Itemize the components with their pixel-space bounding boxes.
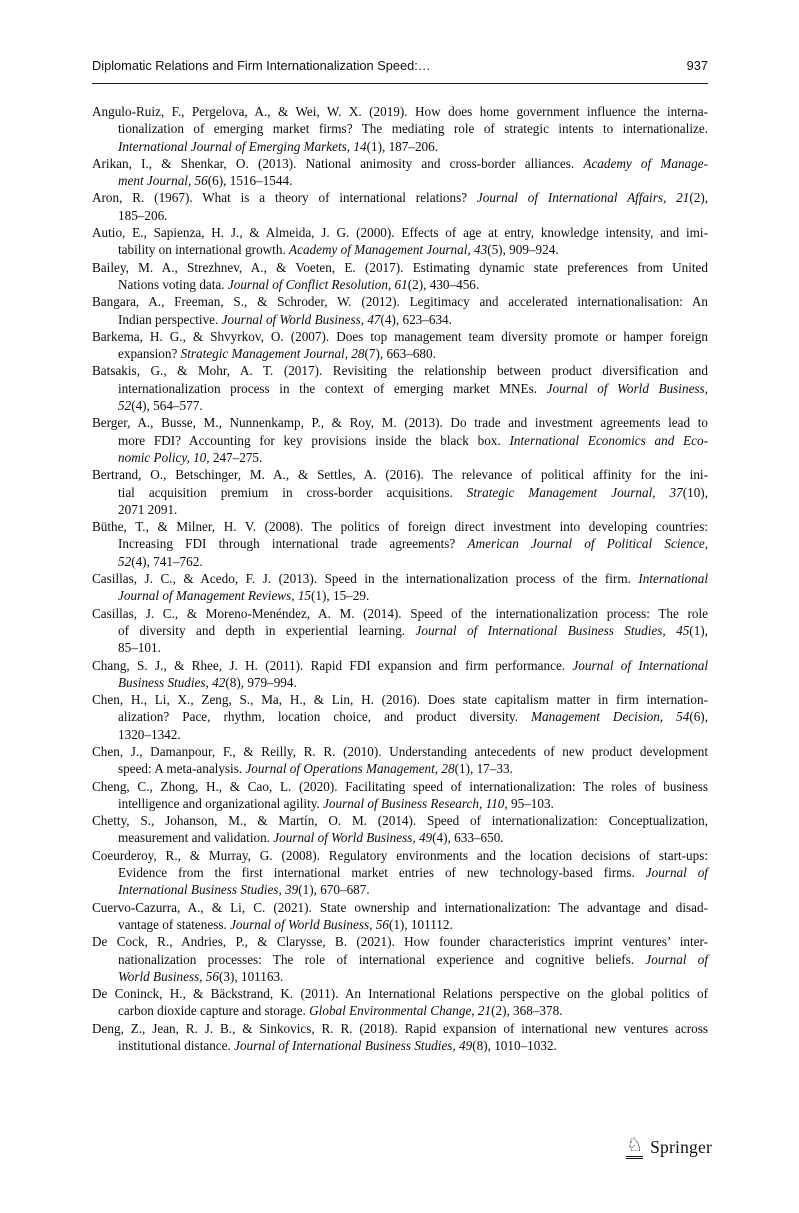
springer-knight-icon: ♘ xyxy=(626,1136,643,1159)
reference-text-segment: (2), 430–456. xyxy=(407,276,480,292)
journal-title-segment: International Business Studies, 39 xyxy=(118,882,299,898)
reference-text-segment: 185–206. xyxy=(118,207,168,223)
header-divider xyxy=(92,83,708,84)
reference-text-segment: internationalization process in the context of emerging market MNEs. xyxy=(118,380,547,396)
journal-title-segment: Journal of Operations Management, 28 xyxy=(245,761,455,777)
reference-entry xyxy=(92,103,708,155)
reference-text-segment: (3), 101163. xyxy=(219,968,284,984)
reference-text-segment: 1320–1342. xyxy=(118,726,181,742)
reference-line xyxy=(92,241,708,258)
reference-line xyxy=(92,380,708,397)
journal-title-segment: Journal of International Business Studies, 45 xyxy=(415,622,690,638)
reference-entry xyxy=(92,985,708,1020)
journal-title-segment: Journal of Conflict Resolution, 61 xyxy=(227,276,408,292)
reference-text-segment: (2), 368–378. xyxy=(491,1003,563,1019)
springer-logo xyxy=(626,1136,712,1159)
reference-entry xyxy=(92,224,708,259)
reference-text-segment: (7), 663–680. xyxy=(364,346,436,362)
reference-line xyxy=(92,1002,708,1019)
reference-line xyxy=(92,1020,708,1037)
reference-line xyxy=(92,293,708,310)
reference-entry xyxy=(92,155,708,190)
reference-line xyxy=(92,345,708,362)
reference-text-segment: (4), 633–650. xyxy=(432,830,504,846)
reference-text-segment: Büthe, T., & Milner, H. V. (2008). The politics of foreign direct investment into developing countries: xyxy=(92,519,708,535)
reference-entry xyxy=(92,466,708,518)
reference-text-segment: (4), 564–577. xyxy=(131,398,203,414)
journal-title-segment: Journal of International Business Studies, 49 xyxy=(234,1038,473,1054)
reference-line xyxy=(92,760,708,777)
journal-title-segment: Journal of World Business, 47 xyxy=(221,311,381,327)
reference-text-segment: (6), xyxy=(689,709,708,725)
reference-line xyxy=(92,778,708,795)
reference-text-segment: (1), 670–687. xyxy=(298,882,370,898)
reference-text-segment: (10), xyxy=(682,484,708,500)
reference-line xyxy=(92,553,708,570)
reference-line xyxy=(92,138,708,155)
page-number: 937 xyxy=(686,58,708,73)
reference-text-segment: Bailey, M. A., Strezhnev, A., & Voeten, E. (2017). Estimating dynamic state preferences from United xyxy=(92,259,708,275)
reference-line xyxy=(92,691,708,708)
reference-text-segment: Chang, S. J., & Rhee, J. H. (2011). Rapid FDI expansion and firm performance. xyxy=(92,657,573,673)
reference-entry xyxy=(92,414,708,466)
reference-line xyxy=(92,224,708,241)
reference-text-segment: Increasing FDI through international trade agreements? xyxy=(118,536,468,552)
running-header xyxy=(92,58,708,73)
reference-entry xyxy=(92,1020,708,1055)
reference-text-segment: (1), xyxy=(689,622,708,638)
journal-title-segment: Management Decision, 54 xyxy=(531,709,690,725)
reference-text-segment: Chetty, S., Johanson, M., & Martín, O. M. (2014). Speed of internationalization: Conceptualization, xyxy=(92,813,708,829)
reference-line xyxy=(92,397,708,414)
reference-list xyxy=(92,103,708,1054)
reference-text-segment: Casillas, J. C., & Moreno-Menéndez, A. M. (2014). Speed of the internationalization process: The role xyxy=(92,605,708,621)
journal-title-segment: International Economics and Eco- xyxy=(509,432,708,448)
reference-text-segment: Cheng, C., Zhong, H., & Cao, L. (2020). Facilitating speed of internationalization: The roles of business xyxy=(92,778,708,794)
reference-line xyxy=(92,743,708,760)
reference-line xyxy=(92,605,708,622)
reference-text-segment: (8), 1010–1032. xyxy=(472,1038,557,1054)
journal-title-segment: Strategic Management Journal, 37 xyxy=(466,484,683,500)
reference-line xyxy=(92,449,708,466)
reference-line xyxy=(92,518,708,535)
reference-line xyxy=(92,951,708,968)
reference-text-segment: Barkema, H. G., & Shvyrkov, O. (2007). Does top management team diversity promote or hamper foreign xyxy=(92,328,708,344)
journal-title-segment: Journal of World Business, 56 xyxy=(230,916,389,932)
reference-line xyxy=(92,259,708,276)
reference-line xyxy=(92,570,708,587)
reference-text-segment: De Coninck, H., & Bäckstrand, K. (2011). An International Relations perspective on the global politics of xyxy=(92,986,708,1002)
journal-title-segment: nomic Policy, 10 xyxy=(118,449,207,465)
reference-line xyxy=(92,829,708,846)
reference-entry xyxy=(92,293,708,328)
journal-title-segment: Journal of International xyxy=(572,657,708,673)
journal-title-segment: Journal of World Business, 49 xyxy=(273,830,433,846)
reference-text-segment: (5), 909–924. xyxy=(487,242,559,258)
reference-entry xyxy=(92,691,708,743)
reference-line xyxy=(92,622,708,639)
reference-text-segment: Bangara, A., Freeman, S., & Schroder, W. (2012). Legitimacy and accelerated internationalisation: An xyxy=(92,294,708,310)
reference-entry xyxy=(92,605,708,657)
reference-text-segment: Angulo-Ruiz, F., Pergelova, A., & Wei, W. X. (2019). How does home government influence the interna- xyxy=(92,104,708,119)
journal-title-segment: Journal of Management Reviews, 15 xyxy=(118,588,312,604)
journal-title-segment: ment Journal, 56 xyxy=(118,173,208,189)
reference-text-segment: (4), 623–634. xyxy=(380,311,452,327)
reference-text-segment: expansion? xyxy=(118,346,181,362)
reference-entry xyxy=(92,259,708,294)
reference-text-segment: alization? Pace, rhythm, location choice, and product diversity. xyxy=(118,709,532,725)
journal-title-segment: 52 xyxy=(118,553,132,569)
reference-text-segment: Bertrand, O., Betschinger, M. A., & Settles, A. (2016). The relevance of political affinity for the ini- xyxy=(92,467,708,483)
reference-line xyxy=(92,414,708,431)
reference-entry xyxy=(92,362,708,414)
reference-line xyxy=(92,103,708,120)
reference-entry xyxy=(92,189,708,224)
reference-text-segment: nationalization processes: The role of international experience and cognitive beliefs. xyxy=(118,951,646,967)
reference-line xyxy=(92,501,708,518)
reference-text-segment: (1), 187–206. xyxy=(366,138,439,154)
journal-title-segment: American Journal of Political Science, xyxy=(467,536,708,552)
reference-line xyxy=(92,968,708,985)
publisher-name: Springer xyxy=(650,1137,712,1157)
reference-text-segment: speed: A meta-analysis. xyxy=(118,761,246,777)
journal-title-segment: Academy of Management Journal, 43 xyxy=(289,242,488,258)
reference-line xyxy=(92,1037,708,1054)
journal-title-segment: International xyxy=(638,571,708,587)
reference-line xyxy=(92,916,708,933)
journal-title-segment: International Journal of Emerging Markets, 14 xyxy=(118,138,367,154)
reference-text-segment: Chen, H., Li, X., Zeng, S., Ma, H., & Lin, H. (2016). Does state capitalism matter in firm internation- xyxy=(92,692,708,708)
reference-line xyxy=(92,432,708,449)
reference-line xyxy=(92,726,708,743)
reference-line xyxy=(92,311,708,328)
reference-text-segment: (6), 1516–1544. xyxy=(207,173,293,189)
reference-line xyxy=(92,535,708,552)
reference-line xyxy=(92,587,708,604)
reference-text-segment: Berger, A., Busse, M., Nunnenkamp, P., & Roy, M. (2013). Do trade and investment agreements lead to xyxy=(92,415,708,431)
reference-text-segment: Autio, E., Sapienza, H. J., & Almeida, J. G. (2000). Effects of age at entry, knowledge intensity, and imi- xyxy=(92,225,708,241)
reference-entry xyxy=(92,657,708,692)
reference-line xyxy=(92,276,708,293)
journal-title-segment: 52 xyxy=(118,398,132,414)
reference-entry xyxy=(92,933,708,985)
reference-text-segment: , 95–103. xyxy=(504,795,554,811)
reference-line xyxy=(92,847,708,864)
reference-text-segment: Evidence from the first international market entries of new technology-based firms. xyxy=(118,865,646,881)
journal-title-segment: Journal of World Business, xyxy=(546,380,708,396)
journal-title-segment: Strategic Management Journal, 28 xyxy=(180,346,365,362)
reference-text-segment: 85–101. xyxy=(118,640,161,656)
reference-text-segment: institutional distance. xyxy=(118,1038,235,1054)
reference-line xyxy=(92,881,708,898)
reference-text-segment: tial acquisition premium in cross-border acquisitions. xyxy=(118,484,467,500)
reference-text-segment: Casillas, J. C., & Acedo, F. J. (2013). Speed in the internationalization process of the firm. xyxy=(92,571,639,587)
reference-text-segment: Batsakis, G., & Mohr, A. T. (2017). Revisiting the relationship between product diversification and xyxy=(92,363,708,379)
reference-text-segment: (4), 741–762. xyxy=(131,553,203,569)
reference-line xyxy=(92,708,708,725)
reference-line xyxy=(92,189,708,206)
reference-line xyxy=(92,155,708,172)
journal-title-segment: Global Environmental Change, 21 xyxy=(309,1003,492,1019)
reference-line xyxy=(92,484,708,501)
journal-title-segment: Journal of xyxy=(645,865,708,881)
reference-entry xyxy=(92,570,708,605)
reference-line xyxy=(92,362,708,379)
reference-text-segment: (2), xyxy=(689,190,709,206)
journal-title-segment: Academy of Manage- xyxy=(583,155,708,171)
reference-text-segment: (1), 101112. xyxy=(388,916,453,932)
reference-entry xyxy=(92,847,708,899)
reference-text-segment: of diversity and depth in experiential learning. xyxy=(118,622,416,638)
reference-line xyxy=(92,207,708,224)
reference-text-segment: tionalization of emerging market firms? The mediating role of strategic intents to internationalize. xyxy=(118,121,708,137)
reference-line xyxy=(92,795,708,812)
reference-text-segment: intelligence and organizational agility. xyxy=(118,795,324,811)
reference-entry xyxy=(92,899,708,934)
reference-text-segment: (1), 17–33. xyxy=(454,761,513,777)
reference-line xyxy=(92,328,708,345)
journal-title-segment: World Business, 56 xyxy=(118,968,219,984)
reference-text-segment: (8), 979–994. xyxy=(225,674,297,690)
reference-text-segment: Cuervo-Cazurra, A., & Li, C. (2021). State ownership and internationalization: The advantage and disad- xyxy=(92,899,708,915)
reference-line xyxy=(92,120,708,137)
reference-text-segment: De Cock, R., Andries, P., & Clarysse, B. (2021). How founder characteristics imprint ventures’ inter- xyxy=(92,934,708,950)
reference-line xyxy=(92,172,708,189)
reference-line xyxy=(92,899,708,916)
running-title: Diplomatic Relations and Firm Internationalization Speed:… xyxy=(92,58,431,73)
reference-entry xyxy=(92,778,708,813)
reference-entry xyxy=(92,812,708,847)
reference-line xyxy=(92,674,708,691)
reference-entry xyxy=(92,743,708,778)
reference-line xyxy=(92,639,708,656)
reference-text-segment: Coeurderoy, R., & Murray, G. (2008). Regulatory environments and the location decisions of start-ups: xyxy=(92,847,708,863)
journal-title-segment: Journal of xyxy=(645,951,708,967)
reference-line xyxy=(92,864,708,881)
reference-text-segment: Chen, J., Damanpour, F., & Reilly, R. R. (2010). Understanding antecedents of new product development xyxy=(92,743,708,759)
reference-entry xyxy=(92,328,708,363)
reference-text-segment: vantage of stateness. xyxy=(118,916,231,932)
reference-line xyxy=(92,933,708,950)
reference-line xyxy=(92,466,708,483)
reference-text-segment: Arikan, I., & Shenkar, O. (2013). National animosity and cross-border alliances. xyxy=(92,155,584,171)
reference-text-segment: more FDI? Accounting for key provisions inside the black box. xyxy=(118,432,510,448)
journal-title-segment: Journal of Business Research, 110 xyxy=(323,795,505,811)
reference-text-segment: Indian perspective. xyxy=(118,311,222,327)
reference-entry xyxy=(92,518,708,570)
reference-text-segment: , 247–275. xyxy=(206,449,263,465)
reference-text-segment: tability on international growth. xyxy=(118,242,290,258)
reference-text-segment: carbon dioxide capture and storage. xyxy=(118,1003,310,1019)
reference-text-segment: Aron, R. (1967). What is a theory of international relations? xyxy=(92,190,477,206)
journal-title-segment: Journal of International Affairs, 21 xyxy=(476,190,690,206)
reference-text-segment: (1), 15–29. xyxy=(311,588,370,604)
reference-text-segment: 2071 2091. xyxy=(118,501,178,517)
reference-line xyxy=(92,985,708,1002)
reference-line xyxy=(92,812,708,829)
reference-text-segment: Deng, Z., Jean, R. J. B., & Sinkovics, R. R. (2018). Rapid expansion of international new ventures across xyxy=(92,1020,708,1036)
journal-title-segment: Business Studies, 42 xyxy=(118,674,226,690)
reference-line xyxy=(92,657,708,674)
reference-text-segment: Nations voting data. xyxy=(118,276,228,292)
reference-text-segment: measurement and validation. xyxy=(118,830,274,846)
